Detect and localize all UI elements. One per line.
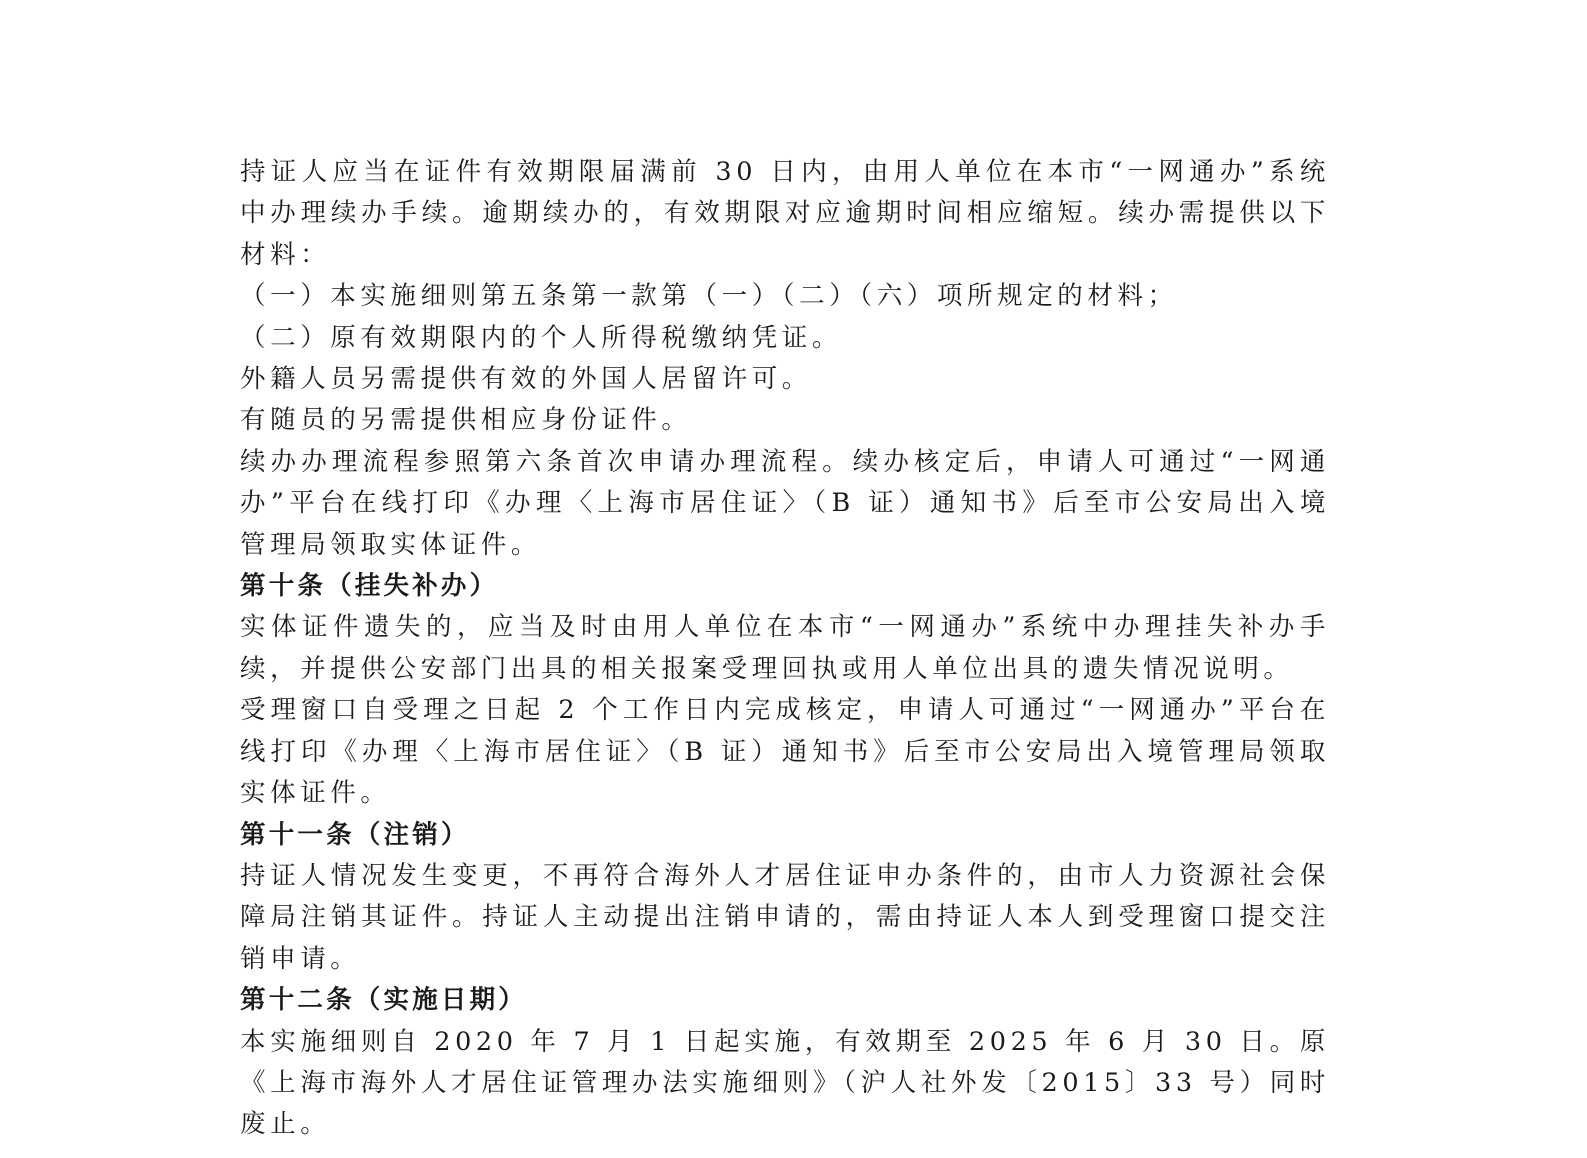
heading-article-12: 第十二条（实施日期）	[240, 985, 528, 1016]
paragraph-loss-process: 受理窗口自受理之日起 2 个工作日内完成核定，申请人可通过“一网通办”平台在线打印《办理〈上海市居住证〉（B 证）通知书》后至市公安局出入境管理局领取实体证件。	[240, 695, 1330, 809]
document-page	[240, 152, 1330, 1146]
paragraph-renewal-item-2: （二）原有效期限内的个人所得税缴纳凭证。	[240, 322, 843, 353]
paragraph-effective-date: 本实施细则自 2020 年 7 月 1 日起实施，有效期至 2025 年 6 月 30 日。原《上海市海外人才居住证管理办法实施细则》（沪人社外发〔2015〕33 号）同时废止。	[240, 1026, 1330, 1140]
paragraph-loss-report: 实体证件遗失的，应当及时由用人单位在本市“一网通办”系统中办理挂失补办手续，并提供公安部门出具的相关报案受理回执或用人单位出具的遗失情况说明。	[240, 612, 1330, 684]
heading-article-10: 第十条（挂失补办）	[240, 571, 499, 602]
heading-article-11: 第十一条（注销）	[240, 819, 470, 850]
paragraph-renewal-process: 续办办理流程参照第六条首次申请办理流程。续办核定后，申请人可通过“一网通办”平台在线打印《办理〈上海市居住证〉（B 证）通知书》后至市公安局出入境管理局领取实体证件。	[240, 446, 1330, 560]
paragraph-renewal-item-1: （一）本实施细则第五条第一款第（一）（二）（六）项所规定的材料；	[240, 281, 1178, 312]
paragraph-dependents: 有随员的另需提供相应身份证件。	[240, 405, 692, 436]
paragraph-foreign-permit: 外籍人员另需提供有效的外国人居留许可。	[240, 364, 812, 395]
paragraph-cancellation: 持证人情况发生变更，不再符合海外人才居住证申办条件的，由市人力资源社会保障局注销其证件。持证人主动提出注销申请的，需由持证人本人到受理窗口提交注销申请。	[240, 860, 1330, 974]
paragraph-renewal-intro: 持证人应当在证件有效期限届满前 30 日内，由用人单位在本市“一网通办”系统中办理续办手续。逾期续办的，有效期限对应逾期时间相应缩短。续办需提供以下材料：	[240, 157, 1330, 270]
